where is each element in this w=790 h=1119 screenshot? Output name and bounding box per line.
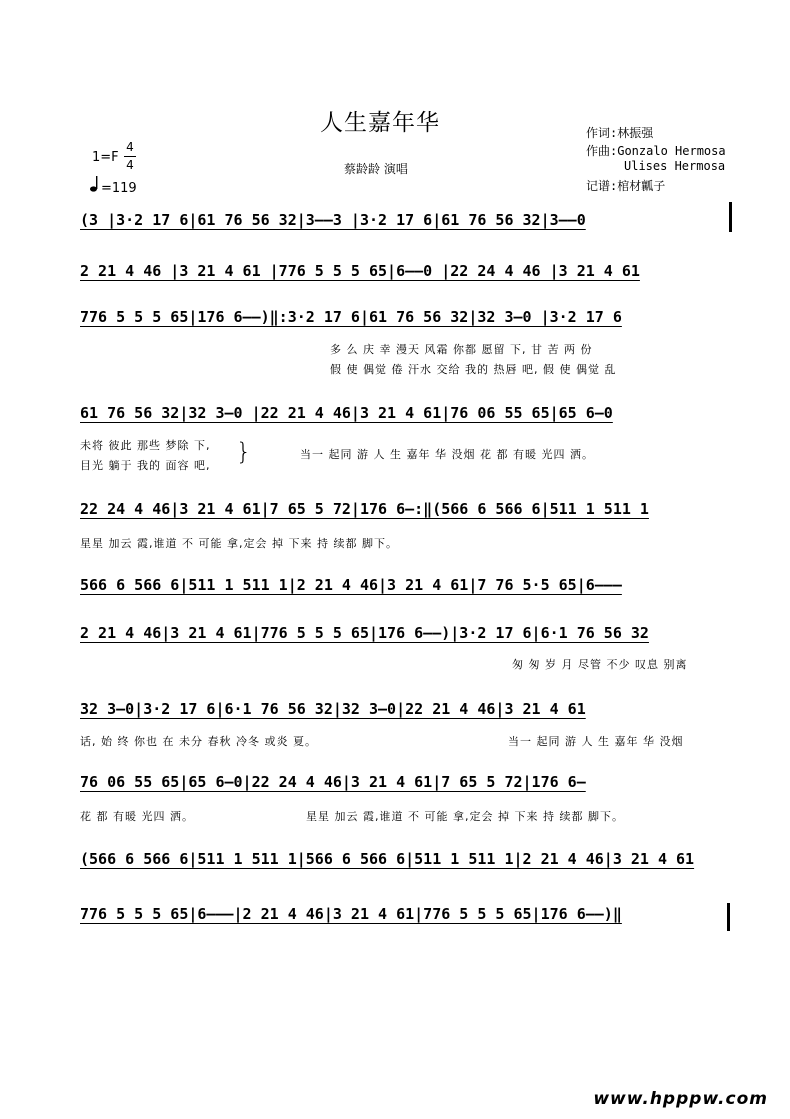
lyric-line: 目光 躺于 我的 面容 吧, (80, 459, 211, 472)
lyric-line: 当一 起同 游 人 生 嘉年 华 没烟 花 都 有暖 光四 洒。 (300, 448, 594, 461)
score-line: 2 21 4 46 |3 21 4 61 |776 5 5 5 65|6——0 |22 24 4 46 |3 21 4 61 (80, 262, 640, 280)
lyric-brace: } (236, 438, 252, 466)
lyric-line: 花 都 有暖 光四 洒。 (80, 810, 194, 823)
score-line: (3 |3·2 17 6|61 76 56 32|3——3 |3·2 17 6|61 76 56 32|3——0 (80, 211, 586, 229)
composer-credit-2: Ulises Hermosa (624, 159, 726, 173)
time-signature-divider (124, 156, 136, 157)
lyric-line: 未将 彼此 那些 梦除 下, (80, 439, 211, 452)
time-signature-top: 4 (126, 140, 134, 154)
tempo-marking: =119 (101, 181, 137, 196)
time-signature-bottom: 4 (126, 158, 134, 172)
score-line: 22 24 4 46|3 21 4 61|7 65 5 72|176 6—:‖(566 6 566 6|511 1 511 1 (80, 500, 649, 518)
transcriber-credit: 记谱:棺材瓤子 (586, 179, 666, 193)
score-line: 32 3—0|3·2 17 6|6·1 76 56 32|32 3—0|22 21 4 46|3 21 4 61 (80, 700, 586, 718)
lyric-line: 匆 匆 岁 月 尽管 不少 叹息 别离 (512, 658, 688, 671)
song-title: 人生嘉年华 (320, 110, 440, 136)
lyricist-credit: 作词:林振强 (586, 126, 654, 140)
lyric-line: 星星 加云 霞,谁道 不 可能 拿,定会 掉 下来 持 续都 脚下。 (80, 537, 398, 550)
final-barline (727, 903, 730, 931)
score-line: (566 6 566 6|511 1 511 1|566 6 566 6|511 1 511 1|2 21 4 46|3 21 4 61 (80, 850, 695, 868)
lyric-line: 当一 起同 游 人 生 嘉年 华 没烟 (508, 735, 684, 748)
barline (729, 202, 732, 232)
lyric-line: 多 么 庆 幸 漫天 风霜 你都 愿留 下, 甘 苦 两 份 (330, 343, 593, 356)
lyric-line: 星星 加云 霞,谁道 不 可能 拿,定会 掉 下来 持 续都 脚下。 (306, 810, 624, 823)
score-line: 61 76 56 32|32 3—0 |22 21 4 46|3 21 4 61|76 06 55 65|65 6—0 (80, 404, 613, 422)
score-line: 776 5 5 5 65|6———|2 21 4 46|3 21 4 61|776 5 5 5 65|176 6——)‖ (80, 905, 622, 923)
lyric-line: 假 使 偶觉 倦 汗水 交给 我的 热唇 吧, 假 使 偶觉 乱 (330, 363, 617, 376)
key-signature: 1=F (92, 150, 119, 165)
quarter-note-icon (90, 176, 99, 192)
singer-credit: 蔡龄龄 演唱 (344, 162, 408, 176)
site-watermark: www.hpppw.com (593, 1089, 768, 1109)
composer-credit: 作曲:Gonzalo Hermosa (586, 144, 726, 158)
lyric-line: 话, 始 终 你也 在 未分 春秋 冷冬 或炎 夏。 (80, 735, 317, 748)
score-line: 776 5 5 5 65|176 6——)‖:3·2 17 6|61 76 56 32|32 3—0 |3·2 17 6 (80, 308, 622, 326)
score-line: 566 6 566 6|511 1 511 1|2 21 4 46|3 21 4 61|7 76 5·5 65|6——— (80, 576, 622, 594)
score-line: 2 21 4 46|3 21 4 61|776 5 5 5 65|176 6——)|3·2 17 6|6·1 76 56 32 (80, 624, 649, 642)
score-line: 76 06 55 65|65 6—0|22 24 4 46|3 21 4 61|7 65 5 72|176 6— (80, 773, 586, 791)
